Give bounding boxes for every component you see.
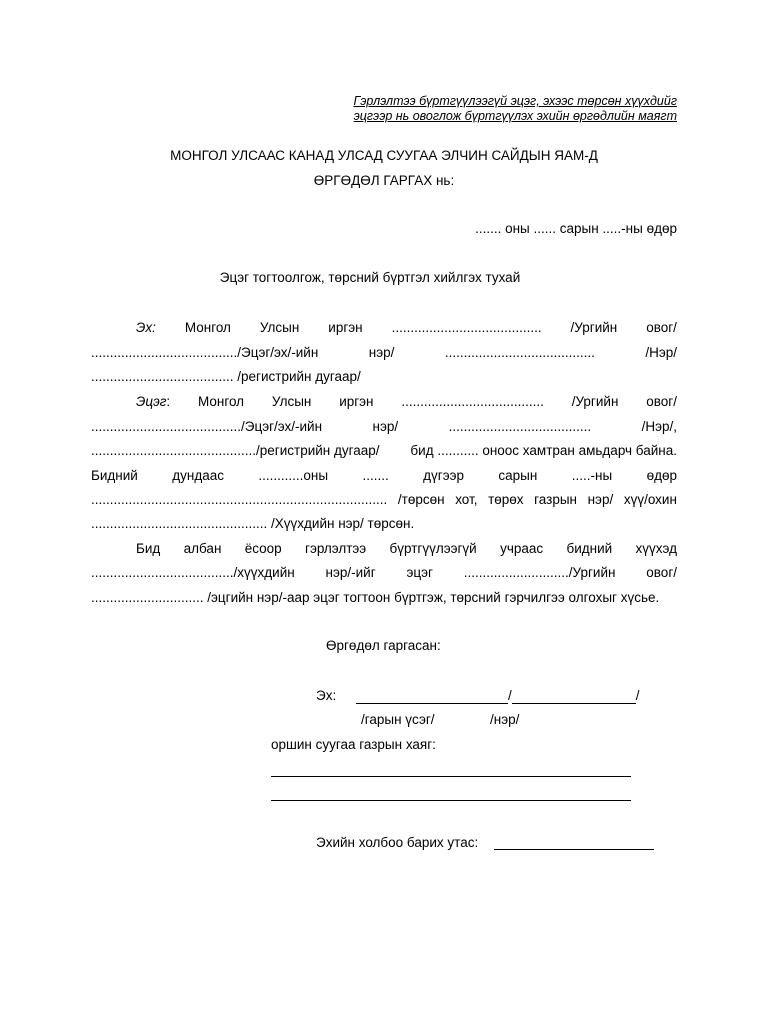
mother-label: Эх:: [136, 320, 156, 335]
text-word: гэрлэлтээ: [305, 541, 367, 556]
name-blank[interactable]: [512, 689, 636, 704]
text-word: Улсын: [259, 320, 300, 335]
text-word: сарын: [498, 468, 538, 483]
blank-father-name: ......................................: [448, 419, 592, 434]
phone-line[interactable]: [494, 849, 654, 850]
mother-line-3: ...................................... /регистрийн дугаар/: [91, 369, 361, 384]
signature-mother-label: Эх:: [316, 688, 337, 703]
request-line-3: .............................. /эцгийн нэр/-аар эцэг тогтоон бүртгэж, төрсний гэрчилгээ олгохыг хүсье.: [91, 590, 660, 605]
blank-mother-clan: ........................................: [391, 320, 542, 335]
text-word: нэр/: [372, 419, 399, 434]
text-word: /төрсөн: [397, 492, 445, 507]
blank-child-name: ....................................../хүүхдийн: [91, 565, 295, 580]
address-line-1[interactable]: [271, 776, 631, 777]
text-word: хүү/охин: [623, 492, 677, 507]
blank-father-clan: ......................................: [401, 394, 544, 409]
blank-birth-year: ............оны: [258, 468, 329, 483]
father-label: Эцэг: [136, 394, 167, 409]
heading-line-2: ӨРГӨДӨЛ ГАРГАХ нь:: [313, 173, 455, 188]
blank-birth-month: .......: [362, 468, 389, 483]
text-word: газрын: [534, 492, 577, 507]
text-word: овог/: [646, 394, 677, 409]
signature-blank[interactable]: [356, 689, 508, 704]
name-caption: /нэр/: [490, 712, 520, 727]
text-word: /Нэр/: [645, 345, 677, 360]
father-label-colon: :: [166, 394, 171, 409]
blank-mother-name: ........................................: [444, 345, 595, 360]
heading-line-1: МОНГОЛ УЛСААС КАНАД УЛСАД СУУГАА ЭЛЧИН САЙДЫН ЯАМ-Д: [170, 148, 598, 163]
text-word: /Ургийн: [570, 320, 618, 335]
sign-caption: /гарын үсэг/: [361, 712, 435, 727]
form-type-line-1: Гэрлэлтээ бүртгүүлээгүй эцэг, эхээс төрсөн хүүхдийг: [353, 94, 677, 108]
text-word: Бид: [136, 541, 161, 556]
request-line-2: [91, 565, 677, 581]
text-word: иргэн: [328, 320, 363, 335]
text-word: Монгол: [184, 320, 231, 335]
signature-title: Өргөдөл гаргасан:: [326, 638, 441, 653]
text-word: нэр/-ийг: [325, 565, 376, 580]
subject-line: Эцэг тогтоолгож, төрсний бүртгэл хийлгэх тухай: [219, 270, 521, 285]
blank-father-register: ............................................/регистрийн дугаар/: [91, 443, 380, 458]
text-word: дундаас: [172, 468, 224, 483]
birth-line-2: [91, 492, 677, 508]
text-word: бүртгүүлээгүй: [389, 541, 477, 556]
signature-line-row: [356, 688, 640, 704]
phone-label: Эхийн холбоо барих утас:: [316, 835, 479, 850]
text-word: төрөх: [488, 492, 524, 507]
address-line-2[interactable]: [271, 800, 631, 801]
blank-birth-day: .....-ны: [571, 468, 613, 483]
father-line-2: [91, 419, 677, 435]
father-label-wrap: [136, 394, 170, 410]
text-word: нэр/: [368, 345, 395, 360]
text-word: хот,: [455, 492, 478, 507]
form-type-line-2: эцгээр нь овоглож бүртгүүлэх эхийн өргөдлийн маягт: [353, 109, 677, 123]
text-word: нэр/: [587, 492, 614, 507]
blank-child-clan: ............................/Ургийн: [463, 565, 616, 580]
text-word: албан: [183, 541, 222, 556]
blank-mother-parent-name: ......................................./Эцэг/эх/-ийн: [91, 345, 319, 360]
text-word: эцэг: [406, 565, 433, 580]
text-word: өдөр: [646, 468, 677, 483]
slash: /: [635, 688, 640, 703]
text-word: овог/: [646, 320, 677, 335]
text-word: хүүхэд: [635, 541, 677, 556]
cohabitation-text: бид ........... оноос хамтран амьдарч байна.: [410, 443, 677, 458]
mother-line-2: [91, 345, 677, 361]
text-word: /Нэр/,: [641, 419, 677, 434]
blank-father-parent-name: ......................................../Эцэг/эх/-ийн: [91, 419, 323, 434]
blank-birthplace: ...............................................................................: [91, 492, 388, 507]
slash: /: [508, 688, 512, 703]
text-word: иргэн: [339, 394, 374, 409]
text-word: Улсын: [271, 394, 312, 409]
text-word: бидний: [566, 541, 613, 556]
mother-line-1: [136, 320, 677, 336]
text-word: Бидний: [91, 468, 138, 483]
text-word: Монгол: [197, 394, 245, 409]
date-line: ....... оны ...... сарын .....-ны өдөр: [475, 221, 677, 236]
address-label: оршин суугаа газрын хаяг:: [271, 737, 436, 752]
text-word: ёсоор: [244, 541, 282, 556]
text-word: /Ургийн: [571, 394, 619, 409]
text-word: учраас: [500, 541, 544, 556]
birth-line-3: ............................................... /Хүүхдийн нэр/ төрсөн.: [91, 516, 415, 531]
text-word: дүгээр: [423, 468, 464, 483]
text-word: овог/: [646, 565, 677, 580]
request-line-1: [136, 541, 677, 557]
father-line-1: [136, 394, 677, 410]
birth-line-1: [91, 468, 677, 484]
father-line-3: [91, 443, 677, 459]
